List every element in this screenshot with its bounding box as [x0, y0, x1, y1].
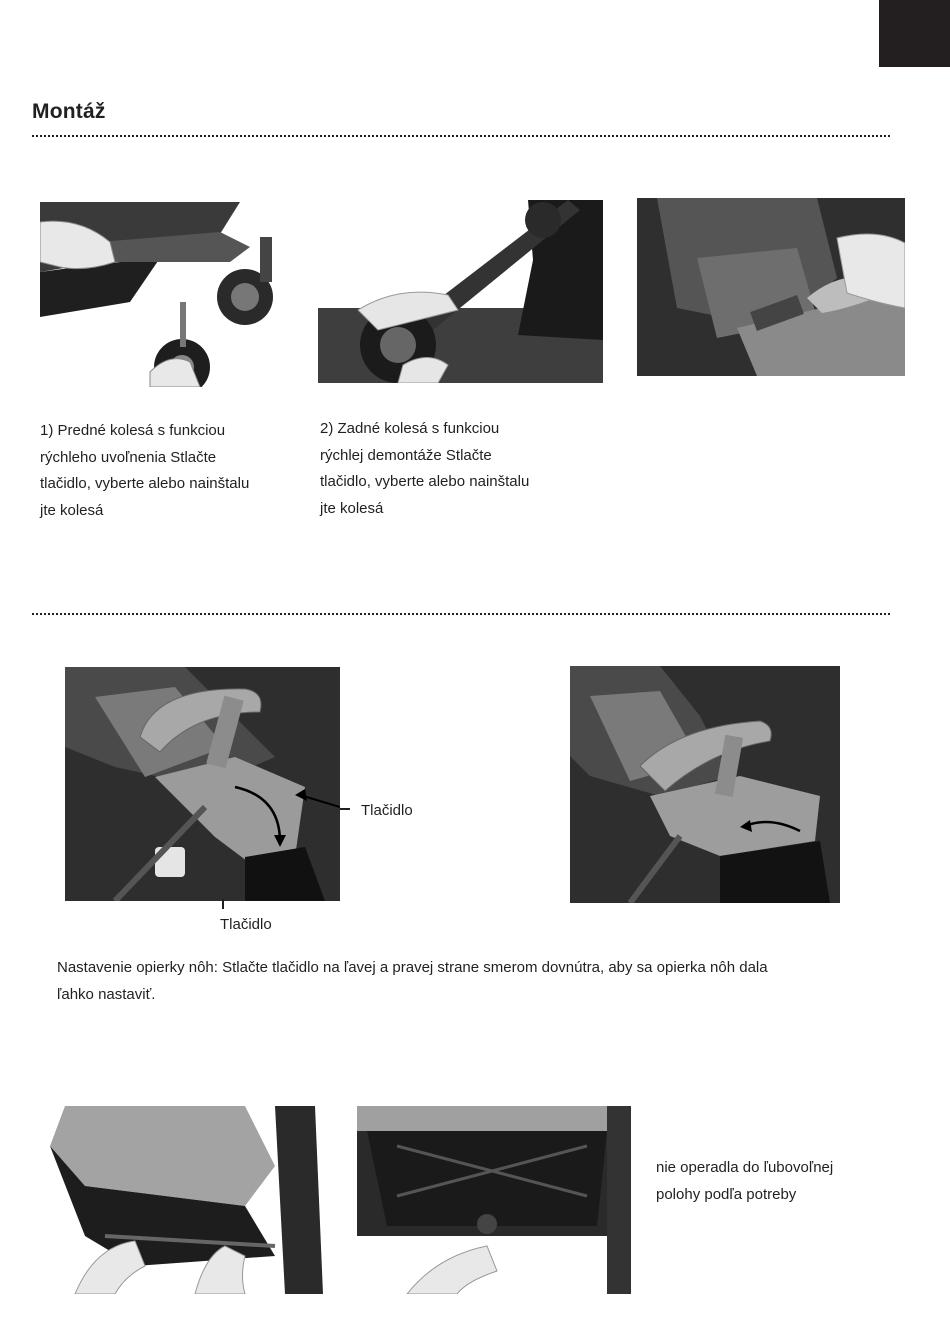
page-title: Montáž: [32, 100, 106, 123]
backrest-caption-line: polohy podľa potreby: [656, 1185, 797, 1203]
step2-caption-line: rýchlej demontáže Stlačte: [320, 446, 492, 464]
step2-caption: [320, 416, 570, 522]
step1-caption: [40, 418, 290, 524]
backrest-strap-photo-2: [357, 1106, 631, 1294]
footrest-lowered-photo: [65, 667, 340, 901]
button-label-right: Tlačidlo: [361, 802, 413, 819]
footrest-raised-photo: [570, 666, 840, 903]
step2-caption-line: 2) Zadné kolesá s funkciou: [320, 420, 500, 437]
footrest-caption-line: ľahko nastaviť.: [57, 985, 156, 1003]
rear-wheel-photo: [318, 200, 603, 383]
step1-caption-line: 1) Predné kolesá s funkciou: [40, 422, 226, 439]
step1-caption-line: jte kolesá: [40, 501, 104, 519]
backrest-strap-photo-1: [45, 1106, 323, 1294]
pointer-line-right: [340, 808, 350, 810]
page-corner-tab: [879, 0, 950, 67]
seat-harness-photo: [637, 198, 905, 376]
step1-caption-line: tlačidlo, vyberte alebo nainštalu: [40, 475, 250, 492]
pointer-line-bottom: [222, 899, 224, 909]
backrest-caption-line: nie operadla do ľubovoľnej: [656, 1159, 834, 1176]
button-label-bottom: Tlačidlo: [220, 916, 272, 933]
backrest-caption: [656, 1155, 916, 1208]
step2-caption-line: jte kolesá: [320, 499, 384, 517]
step1-caption-line: rýchleho uvoľnenia Stlačte: [40, 448, 217, 466]
section-divider: [32, 135, 890, 137]
section-divider: [32, 613, 890, 615]
step2-caption-line: tlačidlo, vyberte alebo nainštalu: [320, 473, 530, 490]
front-wheel-photo: [40, 202, 273, 387]
footrest-caption: [57, 955, 877, 1008]
footrest-caption-line: Nastavenie opierky nôh: Stlačte tlačidlo na ľavej a pravej strane smerom dovnútra, aby sa opierka nôh dala: [57, 959, 768, 976]
